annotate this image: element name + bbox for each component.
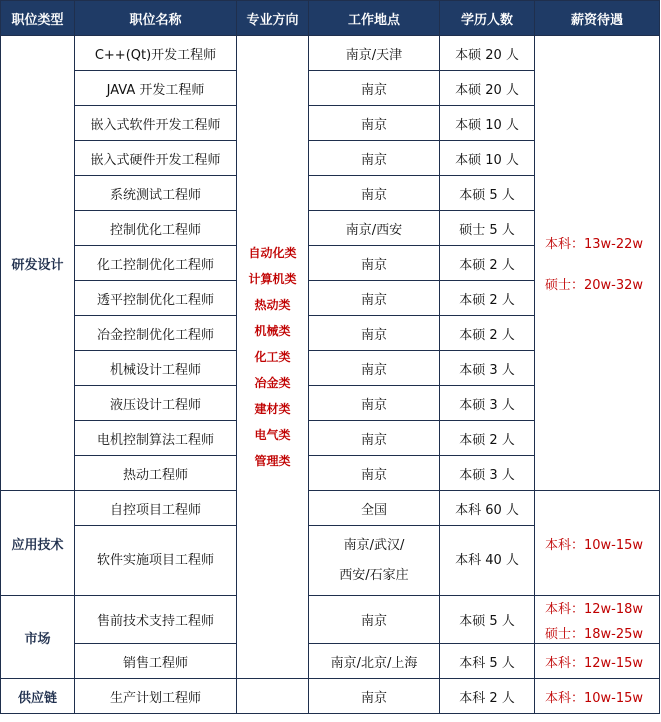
location: 全国 <box>309 491 440 526</box>
location: 南京 <box>309 176 440 211</box>
position-name: 冶金控制优化工程师 <box>75 316 237 351</box>
education-count: 硕士 5 人 <box>440 211 535 246</box>
direction-empty <box>237 679 309 714</box>
category-app: 应用技术 <box>1 491 75 596</box>
position-name: 控制优化工程师 <box>75 211 237 246</box>
position-name: 液压设计工程师 <box>75 386 237 421</box>
direction-item: 计算机类 <box>248 272 297 286</box>
position-name: 售前技术支持工程师 <box>75 596 237 644</box>
header-location: 工作地点 <box>309 1 440 36</box>
education-count: 本硕 3 人 <box>440 351 535 386</box>
location: 南京/北京/上海 <box>309 644 440 679</box>
category-market: 市场 <box>1 596 75 679</box>
direction-item: 建材类 <box>254 402 291 416</box>
category-supply: 供应链 <box>1 679 75 714</box>
position-name: 机械设计工程师 <box>75 351 237 386</box>
position-name: 热动工程师 <box>75 456 237 491</box>
location: 南京 <box>309 141 440 176</box>
education-count: 本硕 20 人 <box>440 36 535 71</box>
header-category: 职位类型 <box>1 1 75 36</box>
education-count: 本硕 2 人 <box>440 281 535 316</box>
direction-item: 电气类 <box>254 428 291 442</box>
location-line: 西安/石家庄 <box>339 567 409 583</box>
table-row <box>1 644 660 679</box>
location: 南京 <box>309 421 440 456</box>
direction-item: 热动类 <box>254 298 291 312</box>
header-position: 职位名称 <box>75 1 237 36</box>
salary-line: 本科：13w-22w <box>545 237 644 252</box>
location: 南京 <box>309 456 440 491</box>
position-name: 生产计划工程师 <box>75 679 237 714</box>
education-count: 本科 40 人 <box>440 526 535 596</box>
salary-line: 硕士：18w-25w <box>545 626 644 642</box>
salary-app: 本科：10w-15w <box>535 491 660 596</box>
position-name: 电机控制算法工程师 <box>75 421 237 456</box>
position-name: 化工控制优化工程师 <box>75 246 237 281</box>
location: 南京 <box>309 246 440 281</box>
direction-item: 冶金类 <box>254 376 291 390</box>
direction-list <box>237 36 309 679</box>
education-count: 本硕 20 人 <box>440 71 535 106</box>
location: 南京 <box>309 71 440 106</box>
table-row <box>1 596 660 644</box>
location: 南京/西安 <box>309 211 440 246</box>
location: 南京/天津 <box>309 36 440 71</box>
category-rd: 研发设计 <box>1 36 75 491</box>
location <box>309 526 440 596</box>
position-name: 软件实施项目工程师 <box>75 526 237 596</box>
table-row <box>1 679 660 714</box>
header-row <box>1 1 660 36</box>
direction-item: 自动化类 <box>248 246 297 260</box>
location: 南京 <box>309 281 440 316</box>
education-count: 本硕 10 人 <box>440 106 535 141</box>
salary-market-sales: 本科：12w-15w <box>535 644 660 679</box>
education-count: 本硕 10 人 <box>440 141 535 176</box>
position-name: 销售工程师 <box>75 644 237 679</box>
location: 南京 <box>309 596 440 644</box>
header-salary: 薪资待遇 <box>535 1 660 36</box>
location: 南京 <box>309 386 440 421</box>
salary-rd <box>535 36 660 491</box>
salary-line: 硕士：20w-32w <box>545 278 644 293</box>
education-count: 本科 2 人 <box>440 679 535 714</box>
direction-item: 管理类 <box>254 454 291 468</box>
salary-spacer <box>545 252 659 274</box>
position-name: 嵌入式软件开发工程师 <box>75 106 237 141</box>
education-count: 本硕 2 人 <box>440 246 535 281</box>
salary-line: 本科：12w-18w <box>545 601 644 617</box>
education-count: 本硕 2 人 <box>440 316 535 351</box>
position-name: 自控项目工程师 <box>75 491 237 526</box>
table-row <box>1 36 660 71</box>
education-count: 本硕 3 人 <box>440 386 535 421</box>
salary-market-presales <box>535 596 660 644</box>
location: 南京 <box>309 351 440 386</box>
education-count: 本硕 5 人 <box>440 176 535 211</box>
position-name: 嵌入式硬件开发工程师 <box>75 141 237 176</box>
position-name: 系统测试工程师 <box>75 176 237 211</box>
location-line: 南京/武汉/ <box>343 537 405 553</box>
education-count: 本硕 3 人 <box>440 456 535 491</box>
direction-item: 机械类 <box>254 324 291 338</box>
header-education: 学历人数 <box>440 1 535 36</box>
education-count: 本科 60 人 <box>440 491 535 526</box>
direction-item: 化工类 <box>254 350 291 364</box>
location: 南京 <box>309 679 440 714</box>
header-direction: 专业方向 <box>237 1 309 36</box>
education-count: 本硕 2 人 <box>440 421 535 456</box>
education-count: 本科 5 人 <box>440 644 535 679</box>
location: 南京 <box>309 316 440 351</box>
position-name: C++(Qt)开发工程师 <box>75 36 237 71</box>
position-name: JAVA 开发工程师 <box>75 71 237 106</box>
location: 南京 <box>309 106 440 141</box>
education-count: 本硕 5 人 <box>440 596 535 644</box>
salary-supply: 本科：10w-15w <box>535 679 660 714</box>
position-name: 透平控制优化工程师 <box>75 281 237 316</box>
table-row <box>1 491 660 526</box>
